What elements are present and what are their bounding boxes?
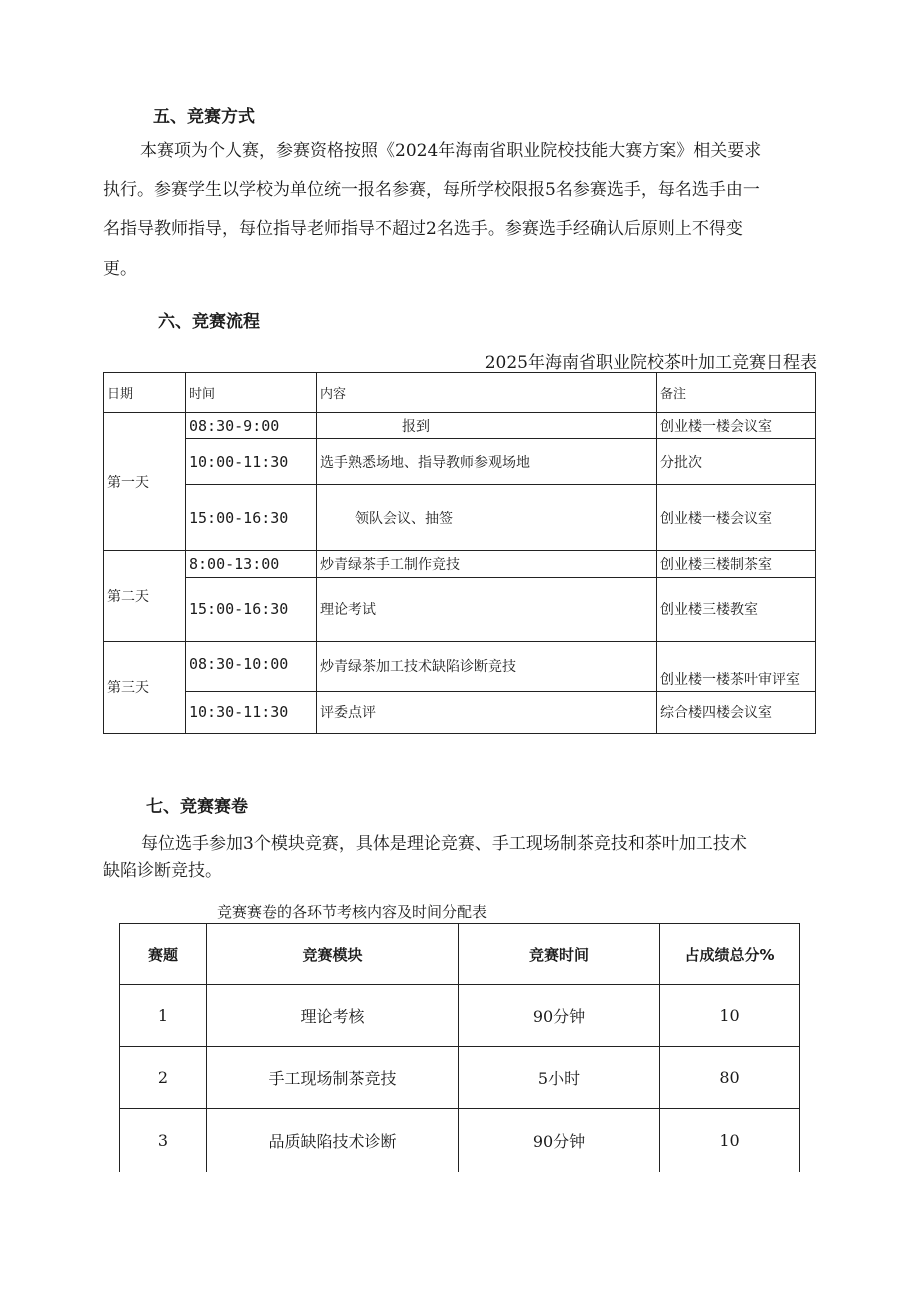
schedule-title: 2025年海南省职业院校茶叶加工竞赛日程表 (484, 353, 817, 373)
note-cell: 分批次 (657, 439, 816, 485)
no-cell: 1 (120, 985, 207, 1047)
table-row (104, 485, 816, 551)
day-cell: 第三天 (104, 641, 186, 733)
time-cell: 08:30-9:00 (186, 413, 317, 439)
note-cell: 创业楼一楼会议室 (657, 413, 816, 439)
time-cell: 15:00-16:30 (186, 577, 317, 641)
header-content: 内容 (317, 373, 657, 413)
section6-heading: 六、竞赛流程 (158, 312, 260, 332)
table-row (104, 641, 816, 691)
content-cell: 领队会议、抽签 (317, 485, 657, 551)
exam-header-row (120, 924, 800, 985)
note-cell: 创业楼一楼会议室 (657, 485, 816, 551)
table-row (120, 985, 800, 1047)
header-percent: 占成绩总分% (660, 924, 800, 985)
header-module: 竞赛模块 (207, 924, 459, 985)
time-cell: 10:00-11:30 (186, 439, 317, 485)
header-no: 赛题 (120, 924, 207, 985)
content-cell: 炒青绿茶手工制作竞技 (317, 551, 657, 577)
exam-table-title: 竞赛赛卷的各环节考核内容及时间分配表 (217, 903, 488, 921)
time-cell: 90分钟 (459, 1109, 660, 1172)
time-cell: 5小时 (459, 1047, 660, 1109)
table-row (104, 691, 816, 733)
table-row (120, 1047, 800, 1109)
section5-line-4: 更。 (103, 259, 137, 279)
note-cell: 创业楼一楼茶叶审评室 (657, 641, 816, 691)
module-cell: 品质缺陷技术诊断 (207, 1109, 459, 1172)
content-cell: 报到 (317, 413, 657, 439)
header-note: 备注 (657, 373, 816, 413)
module-cell: 理论考核 (207, 985, 459, 1047)
time-cell: 08:30-10:00 (186, 641, 317, 691)
schedule-header-row (104, 373, 816, 413)
table-row (104, 439, 816, 485)
day-cell: 第二天 (104, 551, 186, 641)
no-cell: 2 (120, 1047, 207, 1109)
section5-line-2: 执行。参赛学生以学校为单位统一报名参赛，每所学校限报5名参赛选手，每名选手由一 (103, 180, 760, 200)
content-cell: 炒青绿茶加工技术缺陷诊断竞技 (317, 641, 657, 691)
table-row (120, 1109, 800, 1172)
header-date: 日期 (104, 373, 186, 413)
day-cell: 第一天 (104, 413, 186, 551)
schedule-table (103, 372, 816, 734)
section5-line-3: 名指导教师指导，每位指导老师指导不超过2名选手。参赛选手经确认后原则上不得变 (103, 219, 743, 239)
exam-table (119, 923, 800, 1172)
table-row (104, 551, 816, 577)
content-cell: 评委点评 (317, 691, 657, 733)
time-cell: 15:00-16:30 (186, 485, 317, 551)
section5-heading: 五、竞赛方式 (153, 107, 255, 127)
header-time: 时间 (186, 373, 317, 413)
section7-heading: 七、竞赛赛卷 (146, 797, 248, 817)
content-cell: 理论考试 (317, 577, 657, 641)
note-cell: 创业楼三楼教室 (657, 577, 816, 641)
content-cell: 选手熟悉场地、指导教师参观场地 (317, 439, 657, 485)
time-cell: 10:30-11:30 (186, 691, 317, 733)
time-cell: 90分钟 (459, 985, 660, 1047)
no-cell: 3 (120, 1109, 207, 1172)
section7-line-2: 缺陷诊断竞技。 (103, 861, 222, 881)
module-cell: 手工现场制茶竞技 (207, 1047, 459, 1109)
percent-cell: 10 (660, 1109, 800, 1172)
note-cell: 综合楼四楼会议室 (657, 691, 816, 733)
section7-line-1: 每位选手参加3个模块竞赛，具体是理论竞赛、手工现场制茶竞技和茶叶加工技术 (141, 834, 747, 854)
time-cell: 8:00-13:00 (186, 551, 317, 577)
percent-cell: 80 (660, 1047, 800, 1109)
table-row (104, 577, 816, 641)
note-cell: 创业楼三楼制茶室 (657, 551, 816, 577)
header-time: 竞赛时间 (459, 924, 660, 985)
table-row (104, 413, 816, 439)
percent-cell: 10 (660, 985, 800, 1047)
section5-line-1: 本赛项为个人赛，参赛资格按照《2024年海南省职业院校技能大赛方案》相关要求 (140, 141, 762, 161)
